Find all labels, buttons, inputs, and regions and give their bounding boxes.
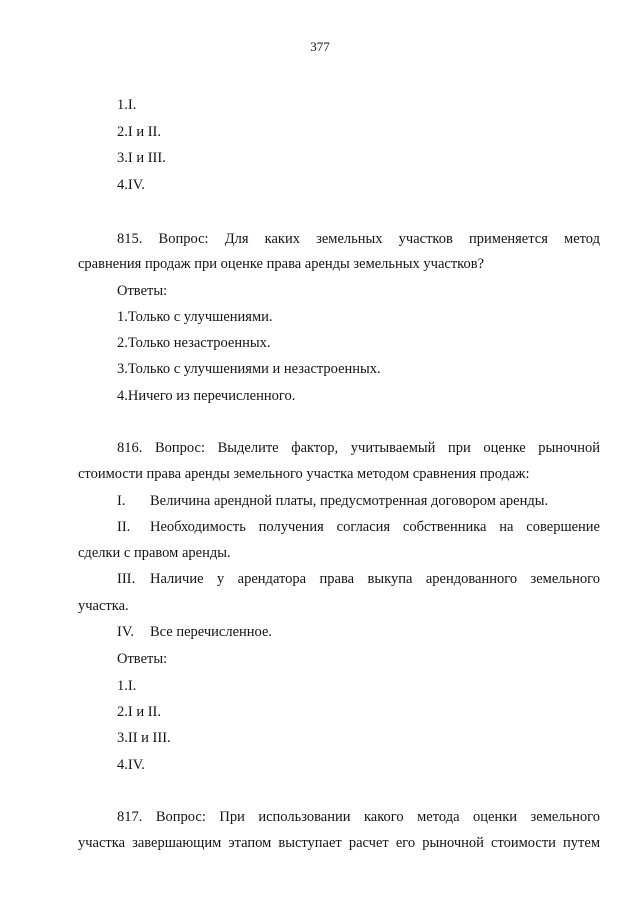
q814-answer-3: 3.I и III. — [117, 150, 166, 166]
q816-option-2-text: Необходимость получения согласия собственника на совершение — [150, 519, 600, 535]
q815-answer-1: 1.Только с улучшениями. — [117, 309, 273, 325]
q814-answer-2: 2.I и II. — [117, 124, 161, 140]
q815-question-line2: сравнения продаж при оценке права аренды земельных участков? — [78, 256, 484, 272]
q816-option-4-num: IV. — [117, 624, 135, 640]
q816-option-3-num: III. — [117, 571, 136, 587]
q816-question-line1: 816. Вопрос: Выделите фактор, учитываемый при оценке рыночной — [117, 440, 600, 456]
q814-answer-4: 4.IV. — [117, 177, 145, 193]
q816-answers-label: Ответы: — [117, 651, 168, 667]
q814-answer-1: 1.I. — [117, 97, 137, 113]
q816-option-1-num: I. — [117, 493, 126, 509]
q816-answer-2: 2.I и II. — [117, 704, 161, 720]
q817-question-line1: 817. Вопрос: При использовании какого метода оценки земельного — [117, 809, 600, 825]
q817-question-line2: участка завершающим этапом выступает расчет его рыночной стоимости путем — [78, 835, 600, 851]
q816-answer-3: 3.II и III. — [117, 730, 171, 746]
q815-question-line1: 815. Вопрос: Для каких земельных участков применяется метод — [117, 231, 600, 247]
q815-answers-label: Ответы: — [117, 283, 168, 299]
q816-option-2-cont: сделки с правом аренды. — [78, 545, 231, 561]
q816-option-3-cont: участка. — [78, 598, 129, 614]
q816-answer-4: 4.IV. — [117, 757, 145, 773]
q816-question-line2: стоимости права аренды земельного участка методом сравнения продаж: — [78, 466, 530, 482]
page-number: 377 — [310, 39, 330, 54]
q816-option-1-text: Величина арендной платы, предусмотренная договором аренды. — [150, 493, 549, 509]
q815-answer-4: 4.Ничего из перечисленного. — [117, 388, 296, 404]
q816-answer-1: 1.I. — [117, 678, 137, 694]
q816-option-4-text: Все перечисленное. — [150, 624, 273, 640]
q815-answer-3: 3.Только с улучшениями и незастроенных. — [117, 361, 381, 377]
q815-answer-2: 2.Только незастроенных. — [117, 335, 271, 351]
q816-option-2-num: II. — [117, 519, 131, 535]
q816-option-3-text: Наличие у арендатора права выкупа арендованного земельного — [150, 571, 600, 587]
